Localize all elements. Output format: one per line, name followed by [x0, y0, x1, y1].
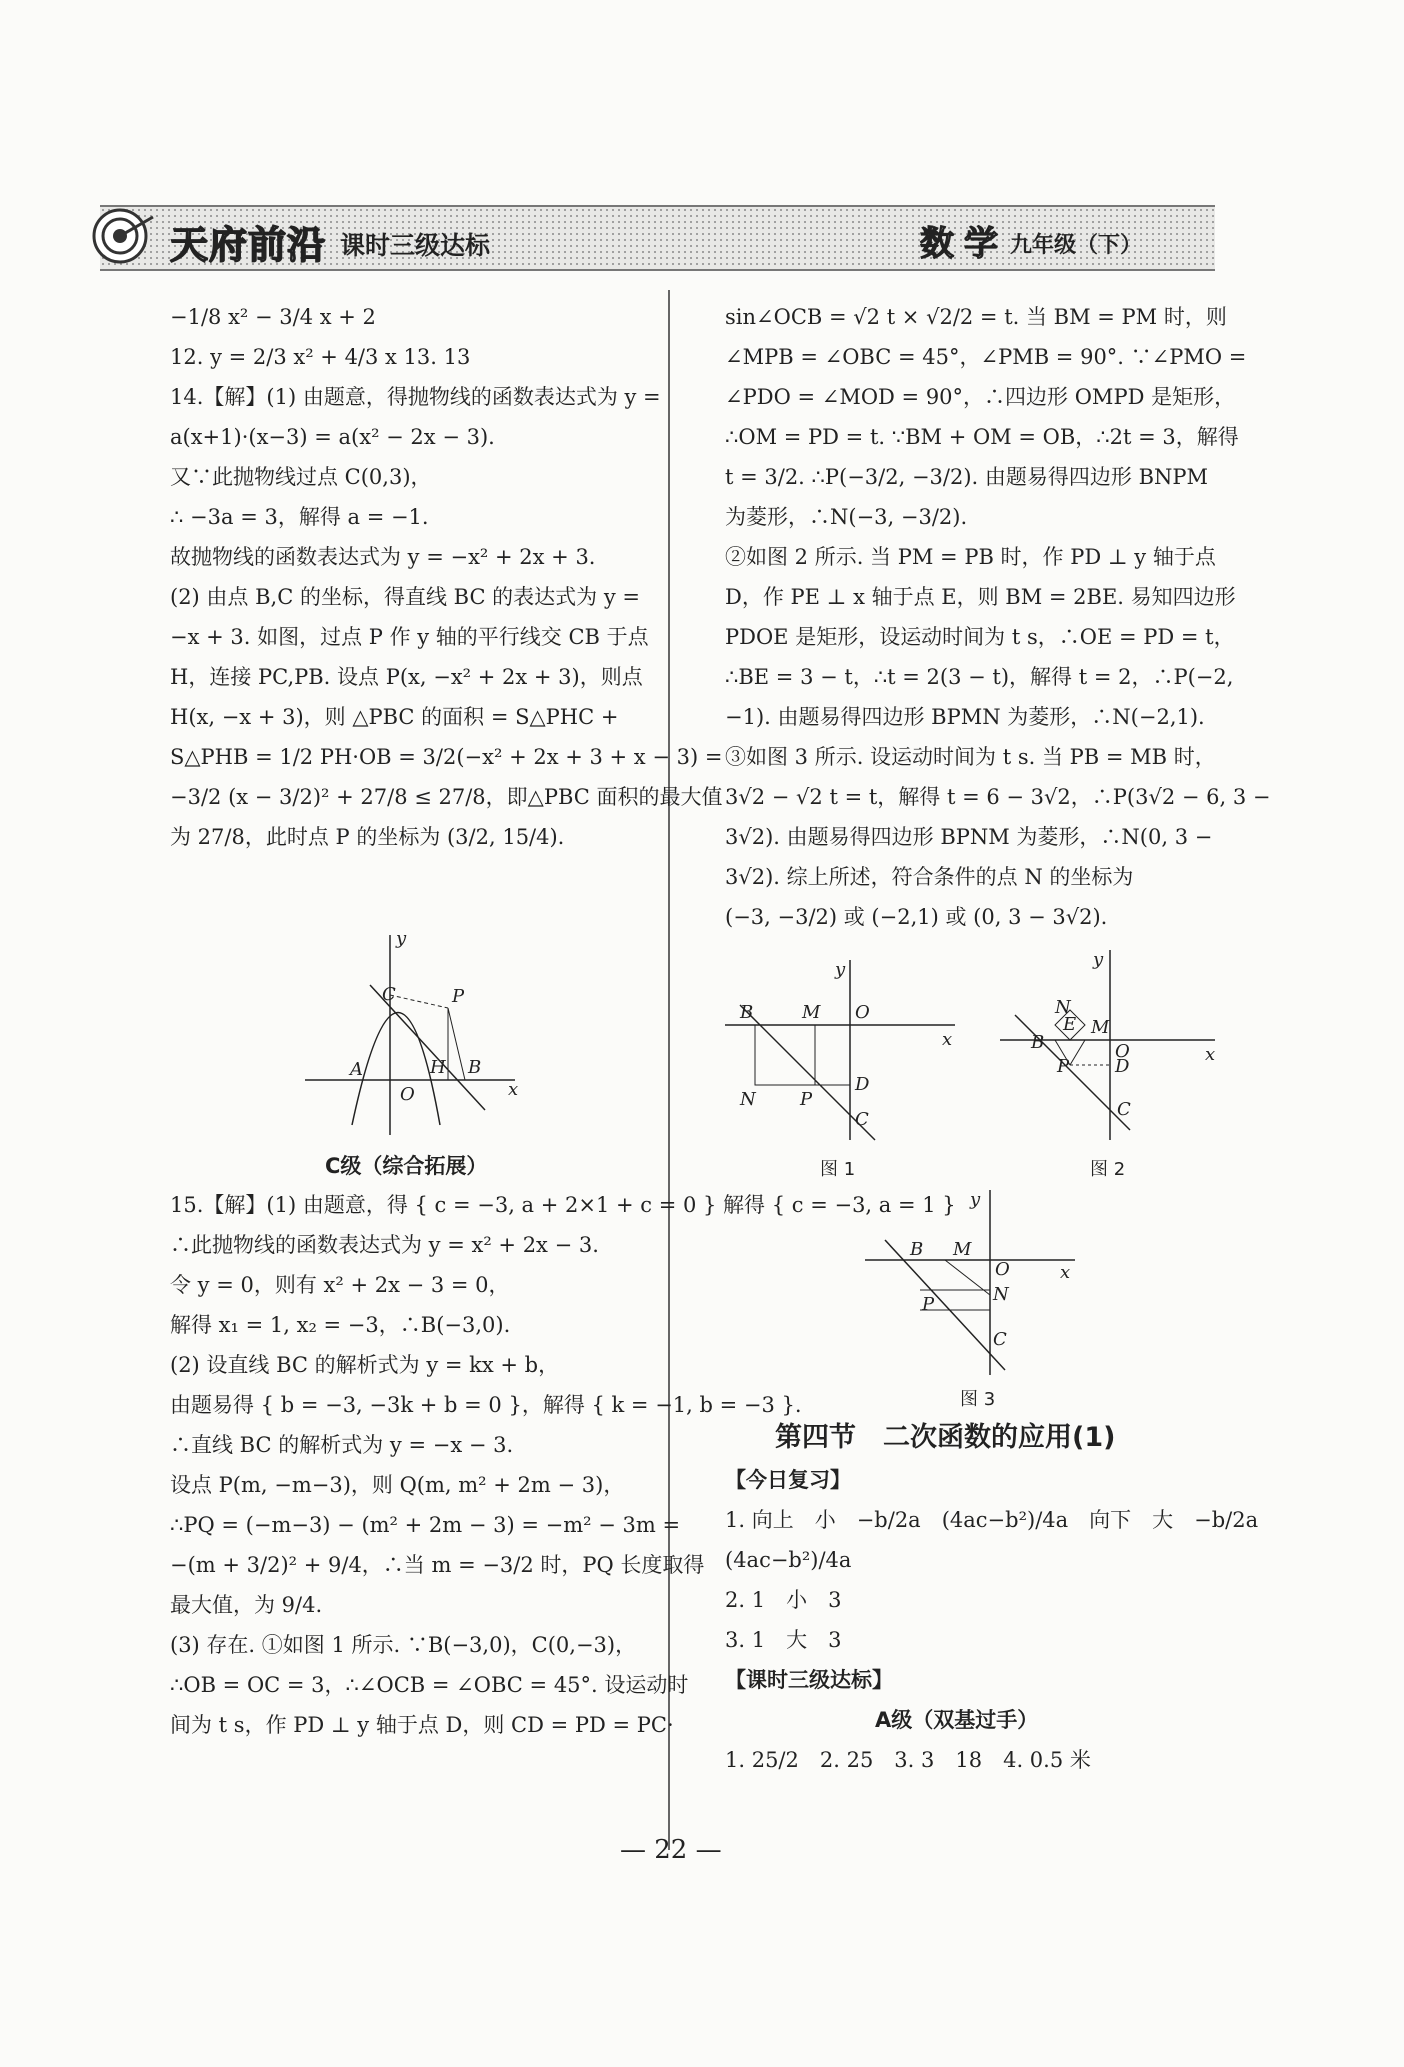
figure-3-caption: 图 3: [960, 1389, 996, 1410]
svg-text:M: M: [1091, 1017, 1110, 1038]
svg-text:P: P: [922, 1294, 935, 1315]
review-line: 2. 1 小 3: [725, 1588, 842, 1612]
svg-text:P: P: [452, 986, 465, 1007]
svg-text:N: N: [993, 1284, 1009, 1305]
text-line: ∴BE = 3 − t，∴t = 2(3 − t)，解得 t = 2，∴P(−2,: [725, 665, 1234, 689]
svg-text:y: y: [396, 930, 407, 949]
text-line: ∠PDO = ∠MOD = 90°，∴四边形 OMPD 是矩形，: [725, 385, 1236, 409]
text-line: ②如图 2 所示. 当 PM = PB 时，作 PD ⊥ y 轴于点: [725, 545, 1216, 569]
text-line: 间为 t s，作 PD ⊥ y 轴于点 D，则 CD = PD = PC·: [170, 1713, 674, 1737]
text-line: (3) 存在. ①如图 1 所示. ∵B(−3,0)，C(0,−3)，: [170, 1633, 637, 1657]
svg-text:P: P: [1057, 1056, 1070, 1077]
figure-2-caption: 图 2: [1090, 1159, 1126, 1180]
page-number: — 22 —: [620, 1835, 722, 1865]
review-line: (4ac−b²)/4a: [725, 1548, 852, 1572]
svg-text:y: y: [835, 959, 846, 980]
text-line: ∴直线 BC 的解析式为 y = −x − 3.: [170, 1433, 514, 1457]
svg-text:E: E: [1063, 1014, 1077, 1035]
review-heading: 【今日复习】: [725, 1468, 851, 1492]
parabola-figure: [300, 930, 530, 1140]
text-line: 3√2 − √2 t = t，解得 t = 6 − 3√2，∴P(3√2 − 6, 3 −: [725, 785, 1271, 809]
text-line: 由题易得 { b = −3, −3k + b = 0 }，解得 { k = −1, b = −3 }.: [170, 1393, 802, 1417]
text-line: (2) 设直线 BC 的解析式为 y = kx + b，: [170, 1353, 560, 1377]
text-line: ∴ −3a = 3，解得 a = −1.: [170, 505, 429, 529]
text-line: −(m + 3/2)² + 9/4，∴当 m = −3/2 时，PQ 长度取得: [170, 1553, 705, 1577]
text-line: −1/8 x² − 3/4 x + 2: [170, 305, 376, 329]
right-column: [725, 297, 1271, 937]
text-line: t = 3/2. ∴P(−3/2, −3/2). 由题易得四边形 BNPM: [725, 465, 1209, 489]
grade-label: 九年级（下）: [1010, 233, 1143, 258]
svg-text:B: B: [1031, 1032, 1045, 1053]
svg-text:B: B: [740, 1002, 754, 1023]
section-title: 第四节 二次函数的应用(1): [775, 1422, 1116, 1453]
svg-text:D: D: [1115, 1056, 1130, 1077]
text-line: ∴此抛物线的函数表达式为 y = x² + 2x − 3.: [170, 1233, 599, 1257]
figure-3: [860, 1180, 1085, 1380]
text-line: (2) 由点 B,C 的坐标，得直线 BC 的表达式为 y =: [170, 585, 640, 609]
text-line: (−3, −3/2) 或 (−2,1) 或 (0, 3 − 3√2).: [725, 905, 1108, 929]
standards-heading: 【课时三级达标】: [725, 1668, 893, 1692]
svg-text:x: x: [508, 1079, 519, 1100]
review-section: [725, 1460, 1259, 1780]
svg-text:M: M: [953, 1239, 972, 1260]
text-line: ∴PQ = (−m−3) − (m² + 2m − 3) = −m² − 3m =: [170, 1513, 681, 1537]
text-line: 最大值，为 9/4.: [170, 1593, 323, 1617]
text-line: −x + 3. 如图，过点 P 作 y 轴的平行线交 CB 于点: [170, 625, 649, 649]
text-line: ③如图 3 所示. 设运动时间为 t s. 当 PB = MB 时，: [725, 745, 1216, 769]
svg-text:C: C: [855, 1109, 869, 1130]
a-level-caption: A级（双基过手）: [875, 1708, 1039, 1732]
text-line: 12. y = 2/3 x² + 4/3 x 13. 13: [170, 345, 471, 369]
svg-text:y: y: [1093, 949, 1104, 970]
svg-text:M: M: [802, 1002, 821, 1023]
subject-label: 数学: [920, 224, 1008, 264]
standards-answers: 1. 25/2 2. 25 3. 3 18 4. 0.5 米: [725, 1748, 1091, 1772]
text-line: ∴OB = OC = 3，∴∠OCB = ∠OBC = 45°. 设运动时: [170, 1673, 689, 1697]
text-line: H(x, −x + 3)，则 △PBC 的面积 = S△PHC +: [170, 705, 619, 729]
svg-text:y: y: [970, 1189, 981, 1210]
left-column: [170, 297, 723, 857]
text-line: 为 27/8，此时点 P 的坐标为 (3/2, 15/4).: [170, 825, 565, 849]
review-line: 3. 1 大 3: [725, 1628, 842, 1652]
text-line: PDOE 是矩形，设运动时间为 t s，∴OE = PD = t，: [725, 625, 1235, 649]
text-line: 3√2). 综上所述，符合条件的点 N 的坐标为: [725, 865, 1134, 889]
svg-text:O: O: [1115, 1041, 1130, 1062]
brand-title: 天府前沿: [170, 223, 327, 267]
series-title: 课时三级达标: [340, 231, 491, 260]
svg-text:B: B: [468, 1057, 482, 1078]
review-line: 1. 向上 小 −b/2a (4ac−b²)/4a 向下 大 −b/2a: [725, 1508, 1259, 1532]
text-line: a(x+1)·(x−3) = a(x² − 2x − 3).: [170, 425, 495, 449]
text-line: 故抛物线的函数表达式为 y = −x² + 2x + 3.: [170, 545, 596, 569]
svg-text:N: N: [1055, 997, 1071, 1018]
svg-text:D: D: [855, 1074, 870, 1095]
svg-text:x: x: [1205, 1044, 1216, 1065]
text-line: −3/2 (x − 3/2)² + 27/8 ≤ 27/8，即△PBC 面积的最大值: [170, 785, 723, 809]
text-line: S△PHB = 1/2 PH·OB = 3/2(−x² + 2x + 3 + x − 3) =: [170, 745, 723, 769]
svg-text:N: N: [740, 1089, 756, 1110]
target-logo-icon: [85, 205, 155, 267]
text-line: 15.【解】(1) 由题意，得 { c = −3, a + 2×1 + c = 0 } 解得 { c = −3, a = 1 }: [170, 1193, 956, 1217]
svg-text:O: O: [995, 1259, 1010, 1280]
text-line: 又∵此抛物线过点 C(0,3)，: [170, 465, 432, 489]
text-line: −1). 由题易得四边形 BPMN 为菱形，∴N(−2,1).: [725, 705, 1205, 729]
svg-text:C: C: [993, 1329, 1007, 1350]
text-line: 14.【解】(1) 由题意，得抛物线的函数表达式为 y =: [170, 385, 661, 409]
svg-text:O: O: [855, 1002, 870, 1023]
text-line: 设点 P(m, −m−3)，则 Q(m, m² + 2m − 3)，: [170, 1473, 625, 1497]
c-level-caption: C级（综合拓展）: [325, 1154, 488, 1178]
text-line: sin∠OCB = √2 t × √2/2 = t. 当 BM = PM 时，则: [725, 305, 1227, 329]
svg-text:C: C: [1117, 1099, 1131, 1120]
svg-text:A: A: [350, 1059, 363, 1080]
text-line: 解得 x₁ = 1, x₂ = −3，∴B(−3,0).: [170, 1313, 511, 1337]
svg-text:B: B: [910, 1239, 924, 1260]
column-divider: [668, 290, 670, 1850]
svg-text:x: x: [942, 1029, 953, 1050]
figure-2: [995, 945, 1220, 1145]
figure-1-caption: 图 1: [820, 1159, 856, 1180]
figure-1: [720, 955, 960, 1145]
text-line: ∴OM = PD = t. ∵BM + OM = OB，∴2t = 3，解得: [725, 425, 1239, 449]
text-line: 3√2). 由题易得四边形 BPNM 为菱形，∴N(0, 3 −: [725, 825, 1213, 849]
svg-text:P: P: [800, 1089, 813, 1110]
text-line: D，作 PE ⊥ x 轴于点 E，则 BM = 2BE. 易知四边形: [725, 585, 1236, 609]
svg-text:O: O: [400, 1084, 415, 1105]
svg-text:x: x: [1060, 1262, 1071, 1283]
svg-text:C: C: [382, 984, 396, 1005]
text-line: 为菱形，∴N(−3, −3/2).: [725, 505, 968, 529]
svg-text:H: H: [430, 1057, 446, 1078]
text-line: 令 y = 0，则有 x² + 2x − 3 = 0，: [170, 1273, 510, 1297]
text-line: ∠MPB = ∠OBC = 45°，∠PMB = 90°. ∵∠PMO =: [725, 345, 1247, 369]
text-line: H，连接 PC,PB. 设点 P(x, −x² + 2x + 3)，则点: [170, 665, 643, 689]
